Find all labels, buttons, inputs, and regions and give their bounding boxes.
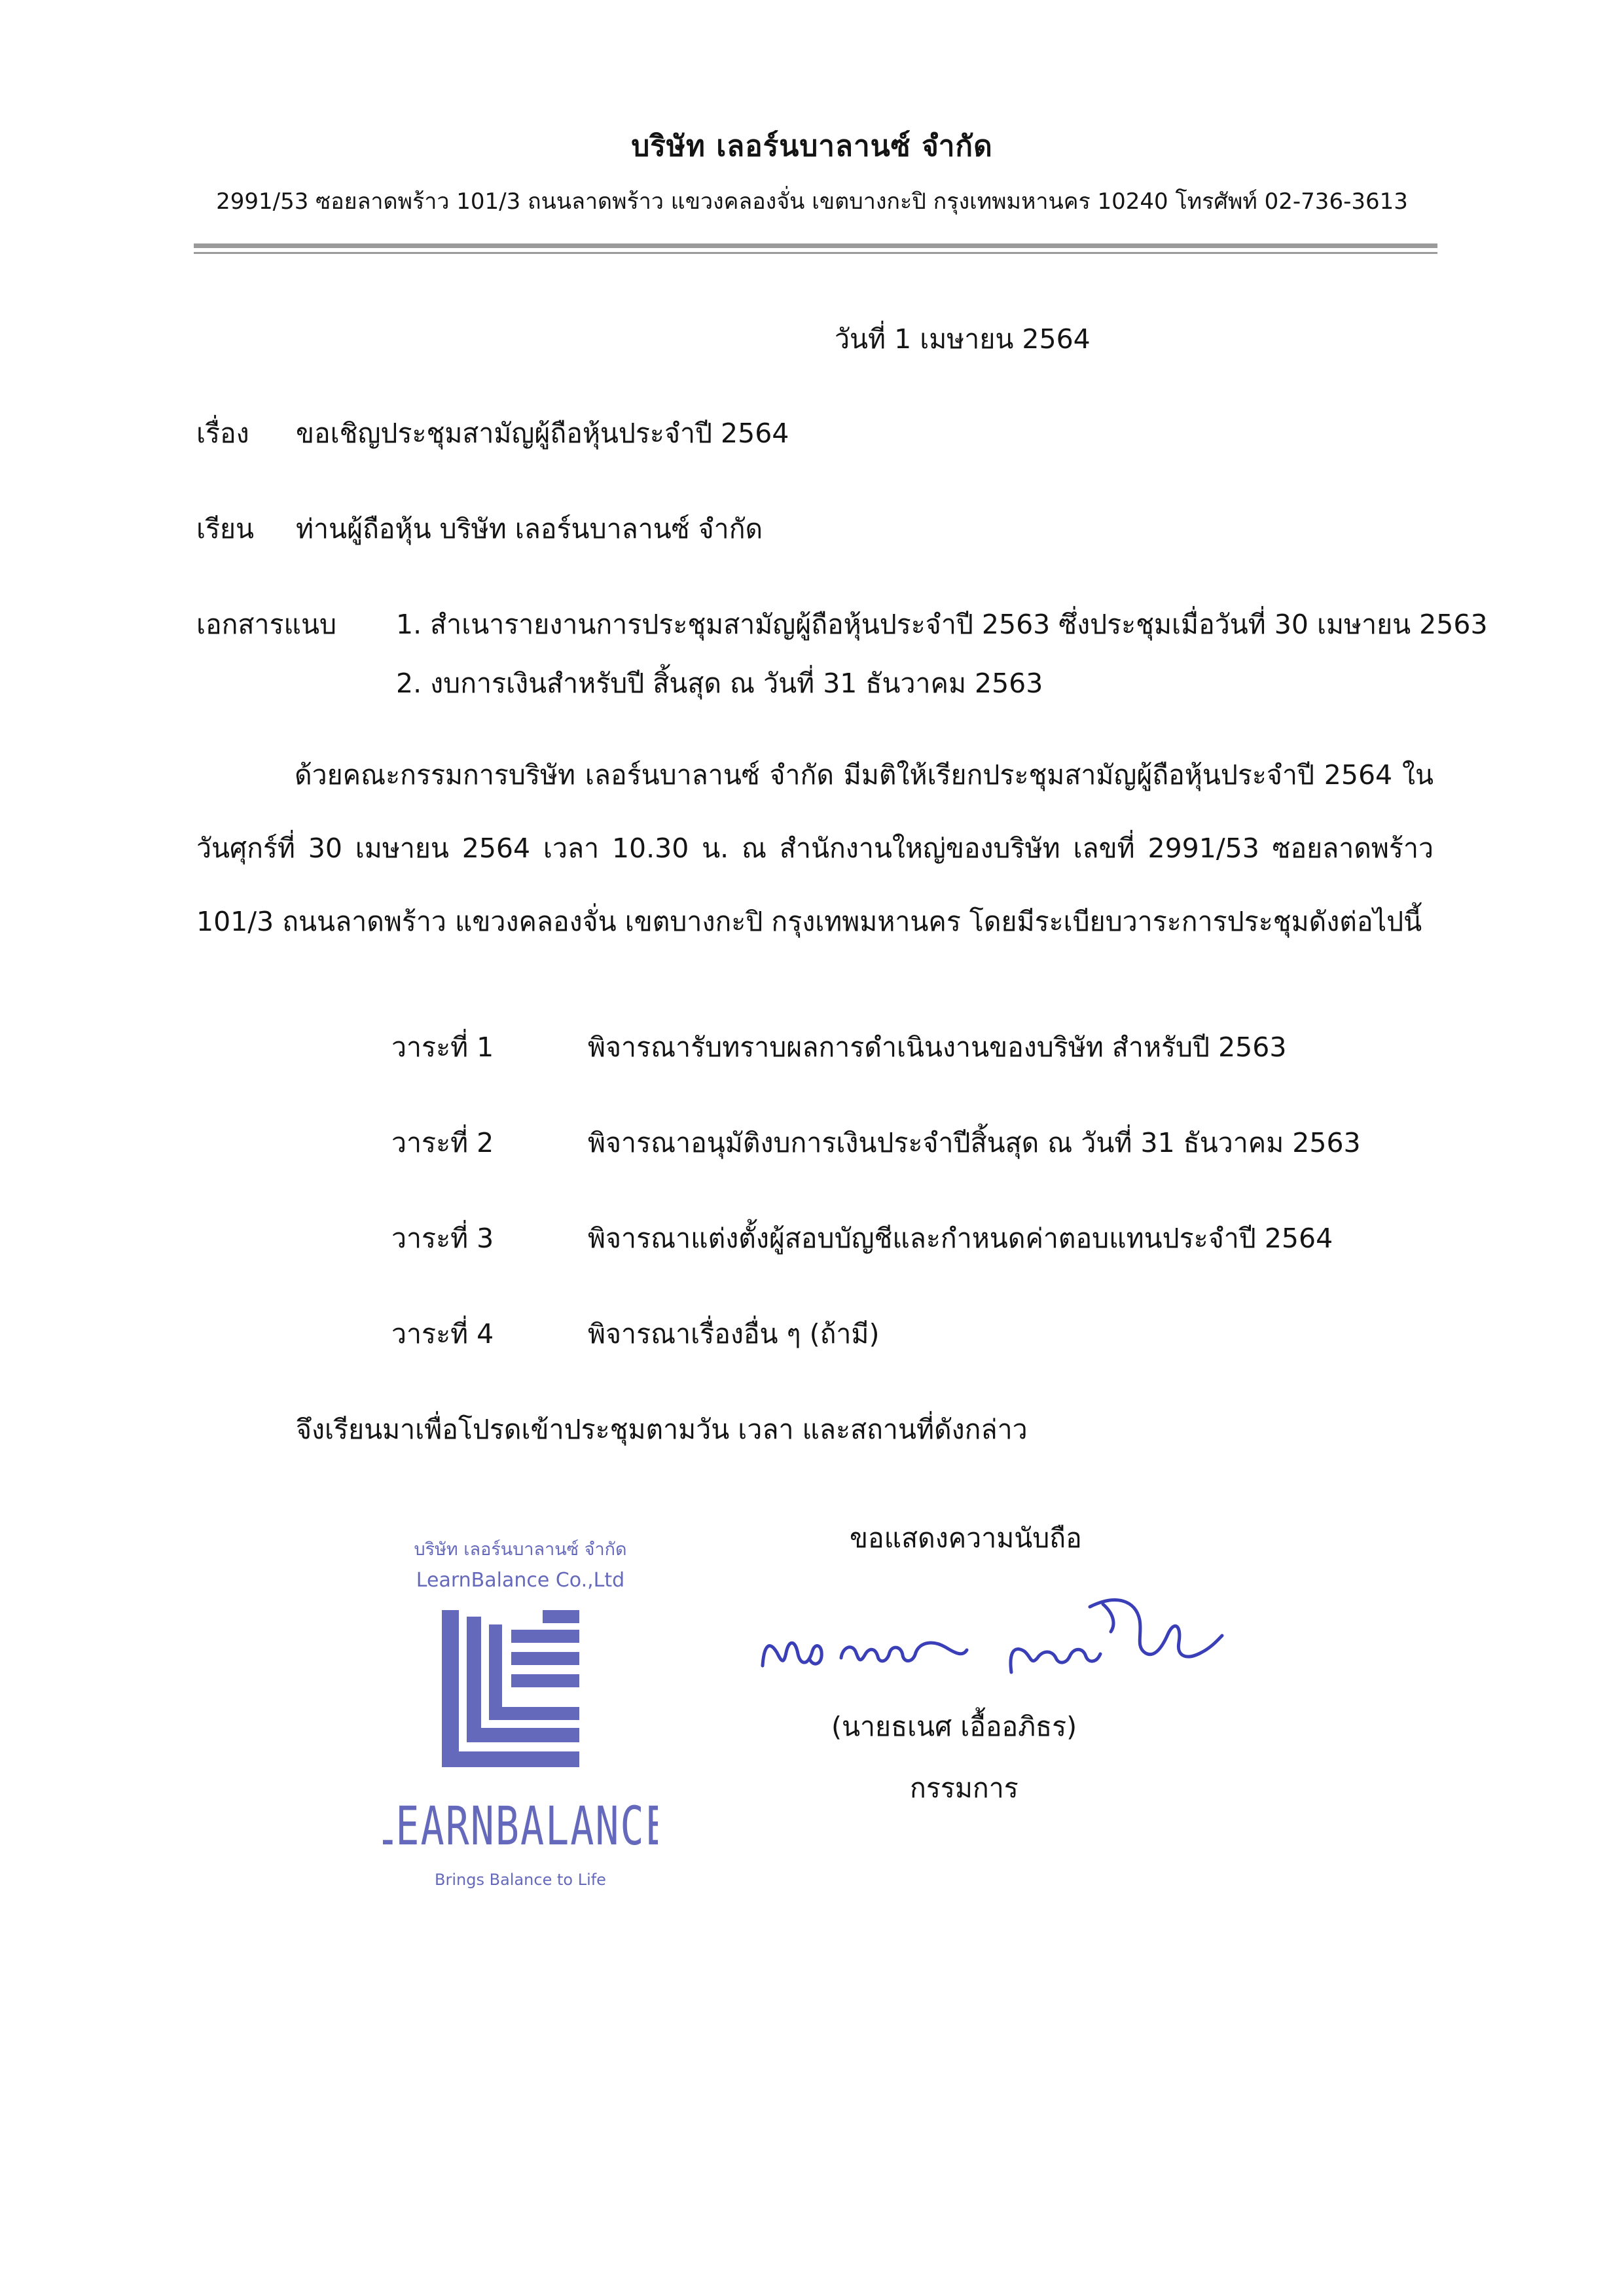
company-name: บริษัท เลอร์นบาลานซ์ จำกัด bbox=[631, 130, 993, 163]
agenda-label-2: วาระที่ 2 bbox=[391, 1127, 494, 1158]
company-stamp-graphic bbox=[383, 1532, 658, 1898]
header-divider bbox=[194, 243, 1437, 254]
attachment-item-2: 2. งบการเงินสำหรับปี สิ้นสุด ณ วันที่ 31 ธันวาคม 2563 bbox=[396, 668, 1043, 699]
subject-label: เรื่อง bbox=[196, 418, 249, 449]
signatory-name: (นายธเนศ เอื้ออภิธร) bbox=[831, 1711, 1077, 1742]
agenda-label-3: วาระที่ 3 bbox=[391, 1223, 494, 1254]
letter-date: วันที่ 1 เมษายน 2564 bbox=[835, 323, 1091, 355]
logo-step-3 bbox=[511, 1674, 579, 1687]
stamp-wordmark: LEARNBALANCE bbox=[383, 1795, 658, 1857]
signature-graphic bbox=[749, 1574, 1234, 1705]
logo-bar-3 bbox=[489, 1624, 502, 1720]
recipient-text: ท่านผู้ถือหุ้น บริษัท เลอร์นบาลานซ์ จำกัด bbox=[296, 513, 763, 545]
subject-text: ขอเชิญประชุมสามัญผู้ถือหุ้นประจำปี 2564 bbox=[296, 418, 789, 449]
handwritten-signature bbox=[749, 1574, 1234, 1705]
agenda-text-2: พิจารณาอนุมัติงบการเงินประจำปีสิ้นสุด ณ วันที่ 31 ธันวาคม 2563 bbox=[588, 1127, 1361, 1158]
body-paragraph-text: ด้วยคณะกรรมการบริษัท เลอร์นบาลานซ์ จำกัด มีมติให้เรียกประชุมสามัญผู้ถือหุ้นประจำปี 2564 ในวันศุกร์ที่ 30 เมษายน 2564 เวลา 10.30 น. ณ สำนักงานใหญ่ของบริษัท เลขที่ 2991/53 ซอยลาดพร้าว 101/3 ถนนลาดพร้าว แขวงคลองจั่น เขตบางกะปิ กรุงเทพมหานคร โดยมีระเบียบวาระการประชุมดังต่อไปนี้ bbox=[196, 759, 1434, 937]
recipient-label: เรียน bbox=[196, 513, 255, 545]
logo-bar-2 bbox=[467, 1617, 481, 1742]
stamp-thai-name: บริษัท เลอร์นบาลานซ์ จำกัด bbox=[414, 1539, 627, 1560]
logo-step-top bbox=[543, 1610, 579, 1623]
body-paragraph bbox=[196, 738, 1434, 958]
agenda-text-3: พิจารณาแต่งตั้งผู้สอบบัญชีและกำหนดค่าตอบแทนประจำปี 2564 bbox=[588, 1223, 1333, 1254]
attachments-label: เอกสารแนบ bbox=[196, 609, 337, 640]
agenda-text-1: พิจารณารับทราบผลการดำเนินงานของบริษัท สำหรับปี 2563 bbox=[588, 1031, 1287, 1063]
stamp-english-name: LearnBalance Co.,Ltd bbox=[416, 1569, 625, 1592]
logo-base-1 bbox=[442, 1751, 579, 1767]
logo-base-2 bbox=[467, 1728, 579, 1742]
logo-step-2 bbox=[511, 1652, 579, 1665]
agenda-label-1: วาระที่ 1 bbox=[391, 1031, 494, 1063]
closing-sentence: จึงเรียนมาเพื่อโปรดเข้าประชุมตามวัน เวลา และสถานที่ดังกล่าว bbox=[296, 1414, 1028, 1445]
attachment-item-1: 1. สำเนารายงานการประชุมสามัญผู้ถือหุ้นประจำปี 2563 ซึ่งประชุมเมื่อวันที่ 30 เมษายน 2563 bbox=[396, 609, 1488, 640]
agenda-label-4: วาระที่ 4 bbox=[391, 1318, 494, 1350]
company-stamp bbox=[383, 1532, 658, 1898]
logo-step-1 bbox=[511, 1630, 579, 1643]
stamp-tagline: Brings Balance to Life bbox=[435, 1871, 606, 1889]
logo-bar-1 bbox=[442, 1610, 459, 1767]
agenda-text-4: พิจารณาเรื่องอื่น ๆ (ถ้ามี) bbox=[588, 1318, 880, 1350]
company-address: 2991/53 ซอยลาดพร้าว 101/3 ถนนลาดพร้าว แขวงคลองจั่น เขตบางกะปิ กรุงเทพมหานคร 10240 โทรศัพท์ 02-736-3613 bbox=[216, 188, 1408, 215]
signatory-position: กรรมการ bbox=[910, 1772, 1019, 1804]
closing-salutation: ขอแสดงความนับถือ bbox=[850, 1522, 1082, 1554]
logo-base-3 bbox=[489, 1707, 579, 1720]
